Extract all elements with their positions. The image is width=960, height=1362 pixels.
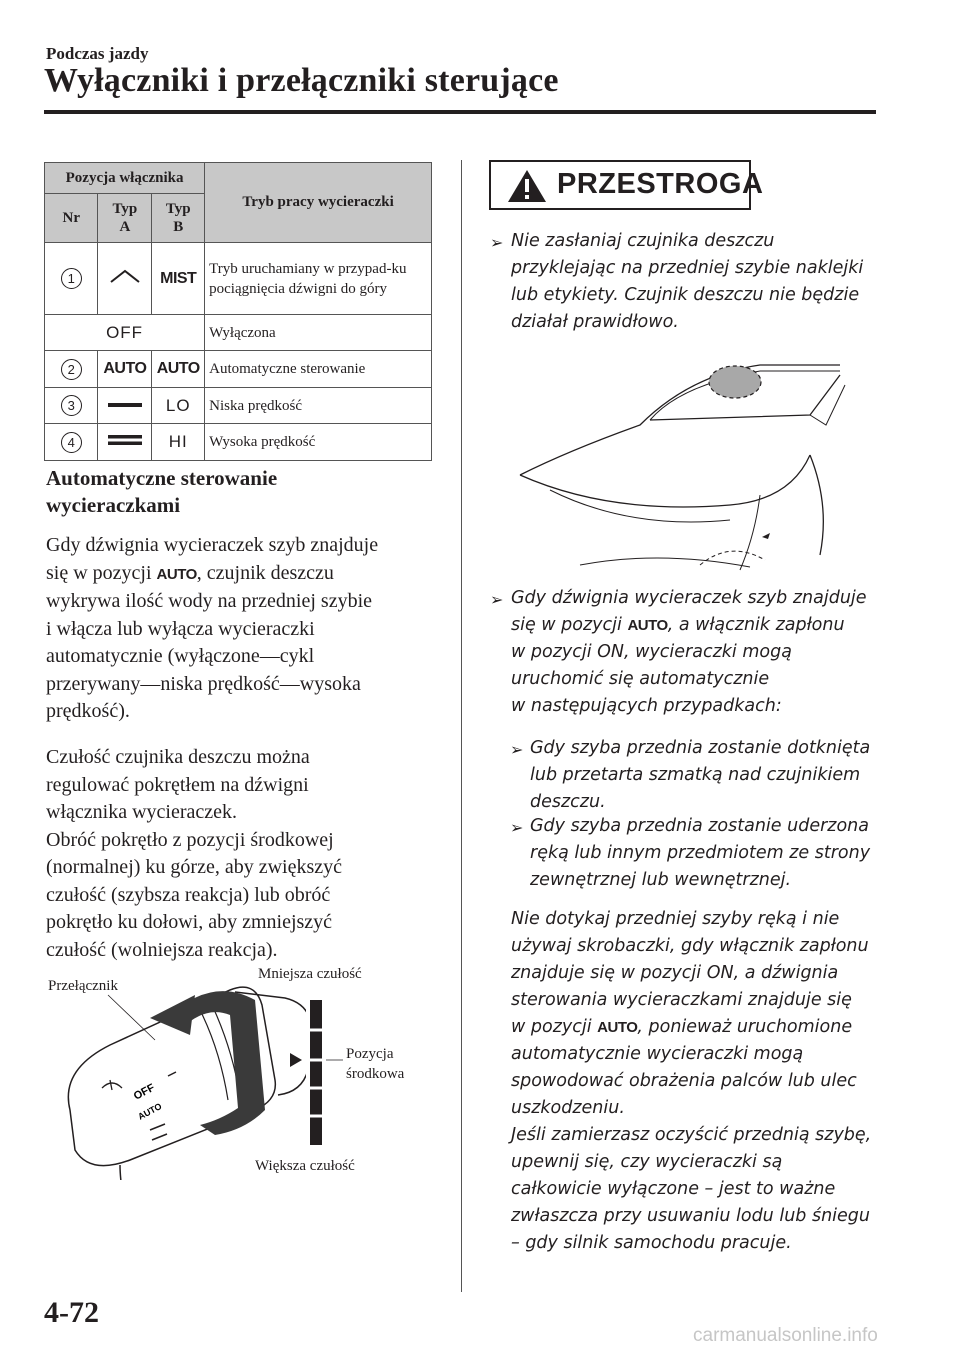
section-label: Podczas jazdy: [46, 44, 149, 63]
less-sensitivity-label: Mniejsza czułość: [258, 966, 362, 982]
mode-description: Niska prędkość: [205, 388, 432, 424]
mist-up-icon: [108, 268, 142, 284]
bullet-arrow-icon: ➢: [510, 818, 524, 837]
caution-subbullet-1: Gdy szyba przednia zostanie dotknięta lub przetarta szmatką nad czujnikiem deszczu.: [530, 738, 871, 812]
warning-triangle-icon: [507, 169, 547, 203]
caution-paragraph: Nie dotykaj przedniej szyby ręką i nie używaj skrobaczki, gdy włącznik zapłonu znajduje się w pozycji ON, a dźwignia sterowania wycieraczkami znajduje się w pozycji AUTO, ponieważ uruchomione automatycznie wycieraczki mogą spowodować obrażenia palców lub ulec uszkodzeniu. Jeśli zamierzasz oczyścić przednią szybę, upewnij się, czy wycieraczki są całkowicie wyłączone – jest to ważne zwłaszcza przy usuwaniu lodu lub śniegu – gdy silnik samochodu pracuje.: [511, 909, 872, 1253]
table-row: [45, 243, 432, 315]
row-number: 2: [61, 359, 82, 380]
table-header-nr: Nr: [45, 194, 98, 243]
bullet-arrow-icon: ➢: [510, 740, 524, 759]
row-number: 3: [61, 395, 82, 416]
auto-indicator: AUTO: [156, 565, 197, 583]
center-position-label: Pozycja środkowa: [346, 1046, 405, 1082]
auto-indicator: AUTO: [597, 1019, 638, 1036]
table-row: [45, 315, 432, 351]
windshield-sensor-figure: [510, 355, 850, 575]
row-number: 4: [61, 432, 82, 453]
table-row: [45, 388, 432, 424]
off-indicator: OFF: [106, 322, 144, 342]
column-separator: [461, 160, 462, 1292]
table-row: [45, 351, 432, 388]
table-header-type-b: [152, 194, 205, 243]
page-number: 4-72: [44, 1296, 99, 1329]
hi-indicator: HI: [168, 432, 188, 451]
table-header-type-a: [98, 194, 152, 243]
type-b-label: Typ B: [165, 201, 191, 235]
row-number: 1: [61, 268, 82, 289]
auto-indicator: AUTO: [627, 617, 668, 634]
auto-indicator: AUTO: [103, 360, 147, 377]
watermark: carmanualsonline.info: [693, 1325, 878, 1346]
header-rule: [44, 110, 876, 114]
mode-description: Tryb uruchamiany w przypad-ku pociągnięcia dźwigni do góry: [205, 243, 432, 315]
mode-description: Automatyczne sterowanie: [205, 351, 432, 388]
type-a-label: Typ A: [112, 201, 138, 235]
more-sensitivity-label: Większa czułość: [255, 1158, 355, 1174]
section-heading: Automatyczne sterowanie wycieraczkami: [46, 466, 278, 517]
auto-indicator: AUTO: [156, 360, 200, 377]
caution-subbullet-2: Gdy szyba przednia zostanie uderzona ręką lub innym przedmiotem ze strony zewnętrznej lub wewnętrznej.: [530, 816, 871, 890]
caution-box: [489, 160, 764, 210]
paragraph-auto-control: Gdy dźwignia wycieraczek szyb znajduje się w pozycji AUTO, czujnik deszczu wykrywa ilość wody na przedniej szybie i włącza lub wyłącza wycieraczki automatycznie (wyłączone—cykl przerywany—niska prędkość—wysoka prędkość).: [46, 534, 379, 722]
table-header-mode: Tryb pracy wycieraczki: [205, 163, 432, 243]
table-header-position: Pozycja włącznika: [45, 163, 205, 194]
bullet-arrow-icon: ➢: [490, 590, 504, 609]
paragraph-sensitivity: Czułość czujnika deszczu można regulować pokrętłem na dźwigni włącznika wycieraczek. Obróć pokrętło z pozycji środkowej (normalnej) ku górze, aby zwiększyć czułość (szybsza reakcja) lub obróć pokrętło ku dołowi, aby zmniejszyć czułość (wolniejsza reakcja).: [46, 746, 342, 961]
switch-label: Przełącznik: [48, 978, 118, 994]
mist-indicator: MIST: [160, 269, 197, 287]
bullet-arrow-icon: ➢: [490, 233, 504, 252]
lo-indicator: LO: [165, 395, 191, 415]
knob-off-label: OFF: [131, 1081, 157, 1103]
caution-bullet-1: Nie zasłaniaj czujnika deszczu przyklejając na przedniej szybie naklejki lub etykiety. Czujnik deszczu nie będzie działał prawidłowo.: [511, 231, 864, 332]
caution-label: PRZESTROGA: [557, 168, 764, 200]
double-bar-icon: [107, 433, 143, 447]
knob-auto-label: AUTO: [136, 1101, 164, 1122]
mode-description: Wyłączona: [205, 315, 432, 351]
switch-position-table: [44, 162, 432, 461]
page-title: Wyłączniki i przełączniki sterujące: [44, 62, 559, 99]
single-bar-icon: [107, 400, 143, 410]
caution-bullet-2: Gdy dźwignia wycieraczek szyb znajduje się w pozycji AUTO, a włącznik zapłonu w pozycji ON, wycieraczki mogą uruchomić się automatycznie w następujących przypadkach:: [511, 588, 867, 716]
mode-description: Wysoka prędkość: [205, 424, 432, 461]
table-row: [45, 424, 432, 461]
